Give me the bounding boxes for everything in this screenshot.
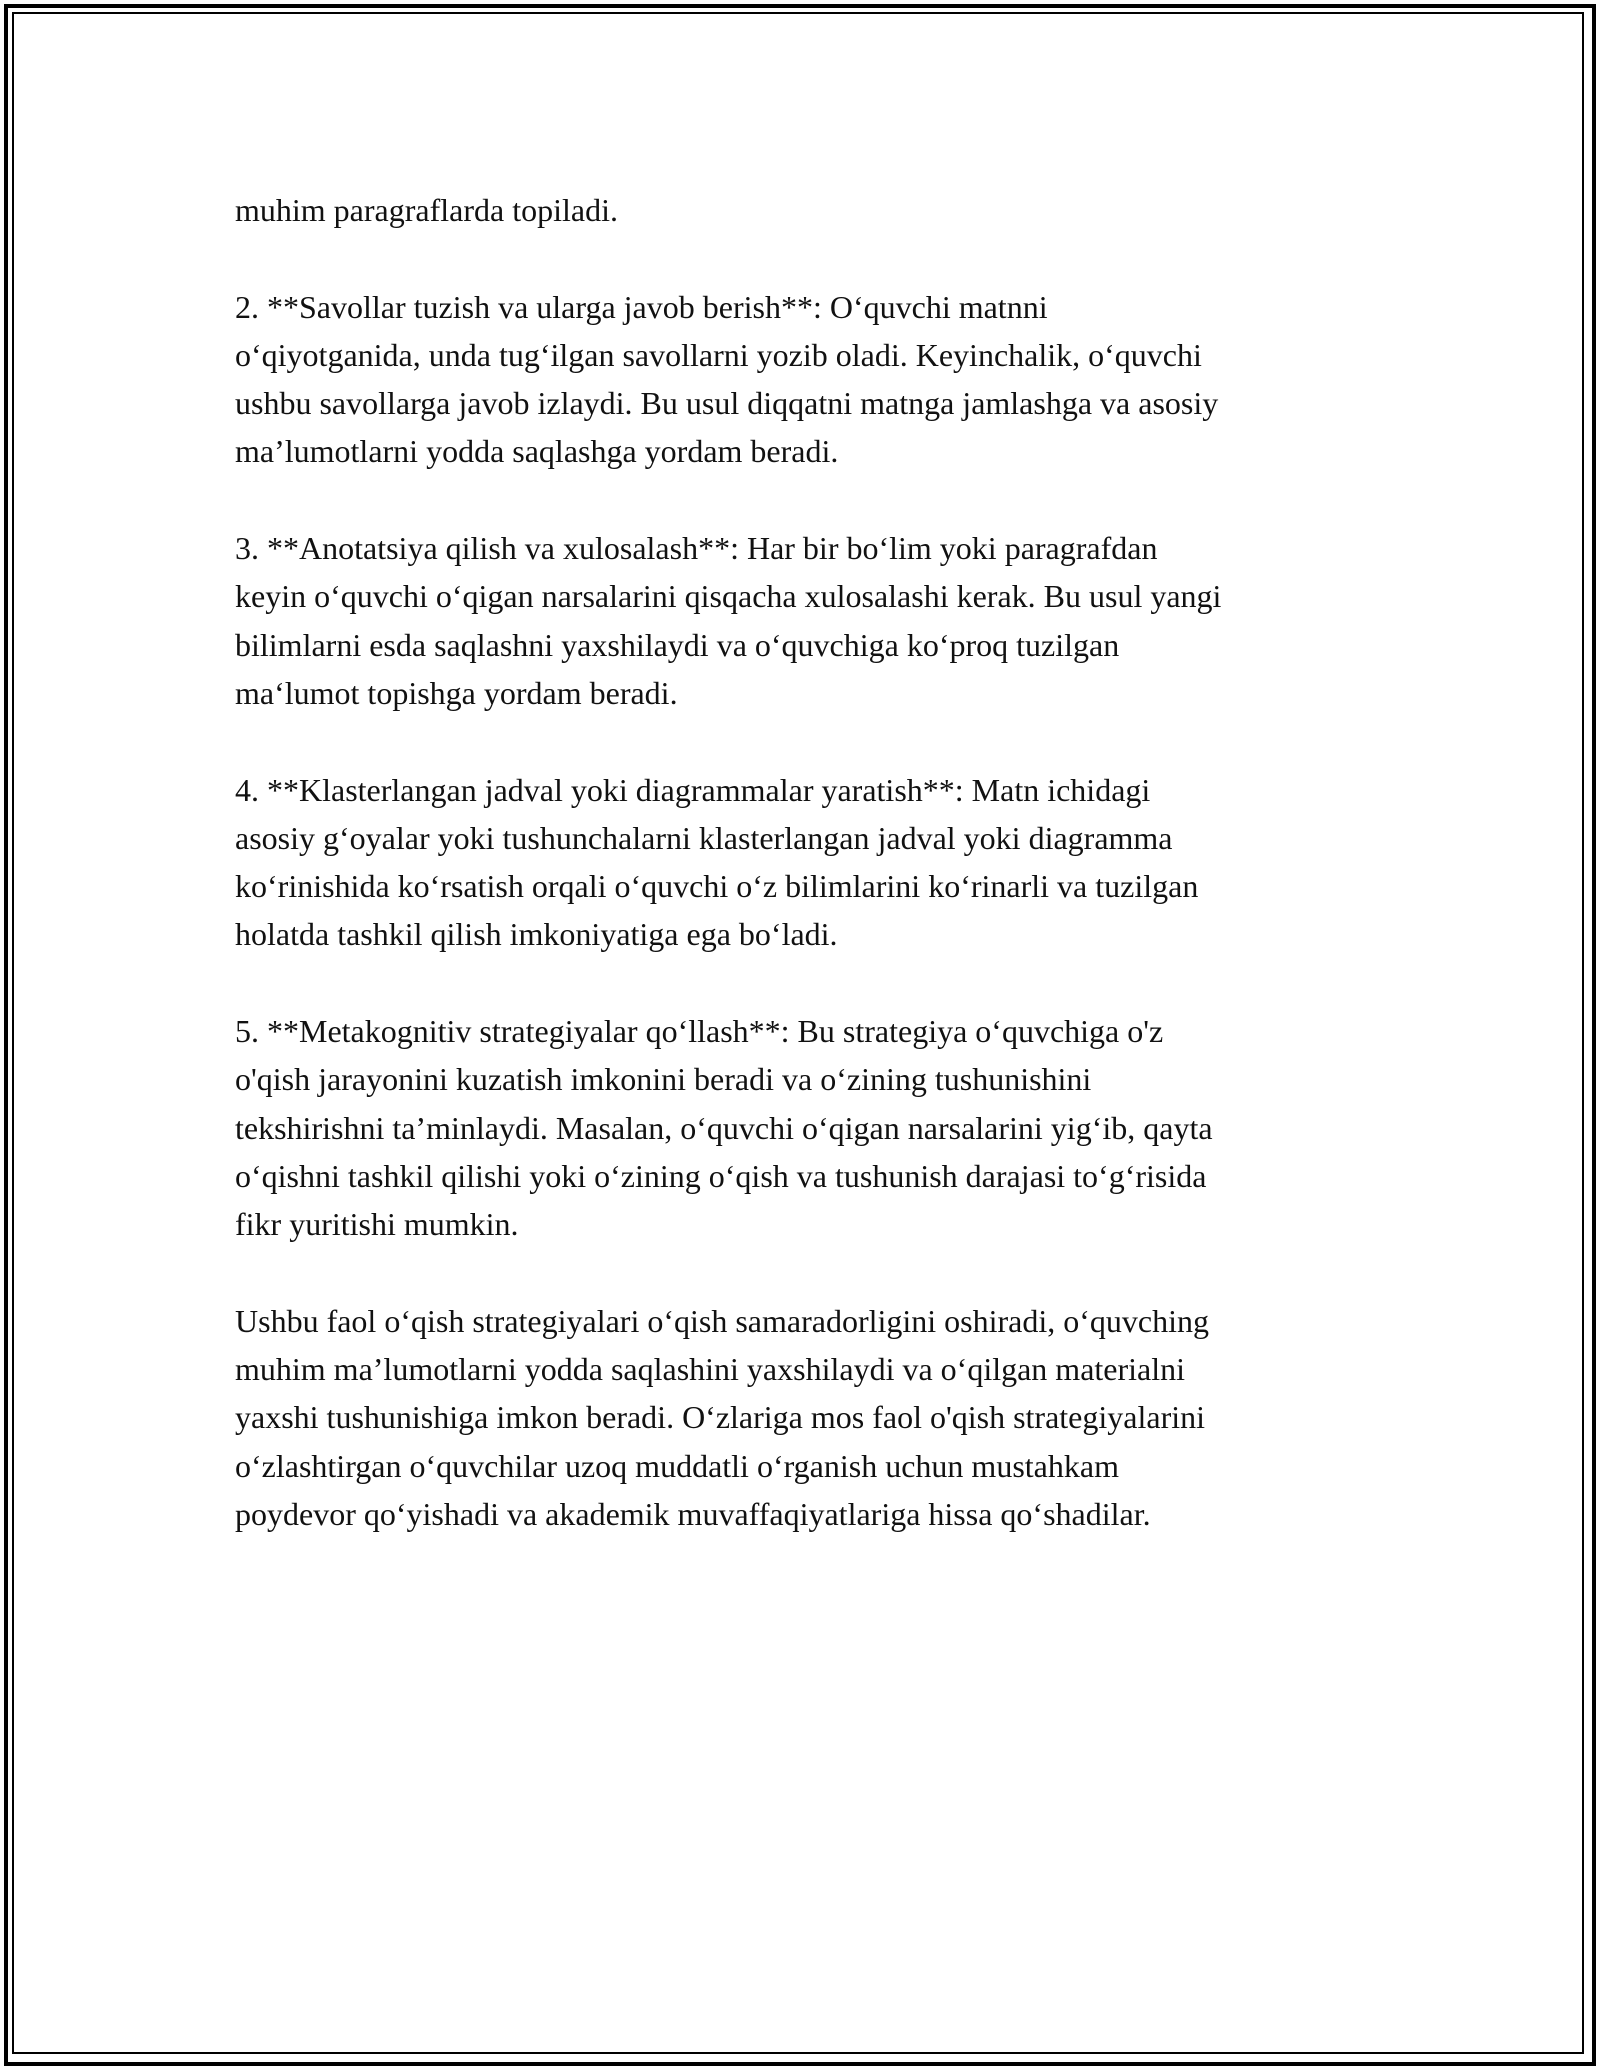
paragraph-continuation: muhim paragraflarda topiladi. — [235, 192, 618, 228]
paragraph-conclusion: Ushbu faol o‘qish strategiyalari o‘qish samaradorligini oshiradi, o‘quvching muhim ma’lumotlarni yodda saqlashini yaxshilaydi va o‘qilgan materialni yaxshi tushunishiga imkon beradi. O‘zlariga mos faol o'qish strategiyalarini o‘zlashtirgan o‘quvchilar uzoq muddatli o‘rganish uchun mustahkam poydevor qo‘yishadi va akademik muvaffaqiyatlariga hissa qo‘shadilar. — [235, 1302, 1210, 1533]
document-body — [235, 186, 1385, 1587]
paragraph-item-3: 3. **Anotatsiya qilish va xulosalash**: Har bir bo‘lim yoki paragrafdan keyin o‘quvchi o‘qigan narsalarini qisqacha xulosalashi kerak. Bu usul yangi bilimlarni esda saqlashni yaxshilaydi va o‘quvchiga ko‘proq tuzilgan ma‘lumot topishga yordam beradi. — [235, 530, 1222, 711]
paragraph-item-5: 5. **Metakognitiv strategiyalar qo‘llash**: Bu strategiya o‘quvchiga o'z o'qish jarayonini kuzatish imkonini beradi va o‘zining tushunishini tekshirishni ta’minlaydi. Masalan, o‘quvchi o‘qigan narsalarini yig‘ib, qayta o‘qishni tashkil qilishi yoki o‘zining o‘qish va tushunish darajasi to‘g‘risida fikr yuritishi mumkin. — [235, 1013, 1213, 1243]
paragraph-item-2: 2. **Savollar tuzish va ularga javob berish**: O‘quvchi matnni o‘qiyotganida, unda tug‘ilgan savollarni yozib oladi. Keyinchalik, o‘quvchi ushbu savollarga javob izlaydi. Bu usul diqqatni matnga jamlashga va asosiy ma’lumotlarni yodda saqlashga yordam beradi. — [235, 288, 1219, 470]
paragraph-item-4: 4. **Klasterlangan jadval yoki diagrammalar yaratish**: Matn ichidagi asosiy g‘oyalar yoki tushunchalarni klasterlangan jadval yoki diagramma ko‘rinishida ko‘rsatish orqali o‘quvchi o‘z bilimlarini ko‘rinarli va tuzilgan holatda tashkil qilish imkoniyatiga ega bo‘ladi. — [235, 771, 1199, 953]
